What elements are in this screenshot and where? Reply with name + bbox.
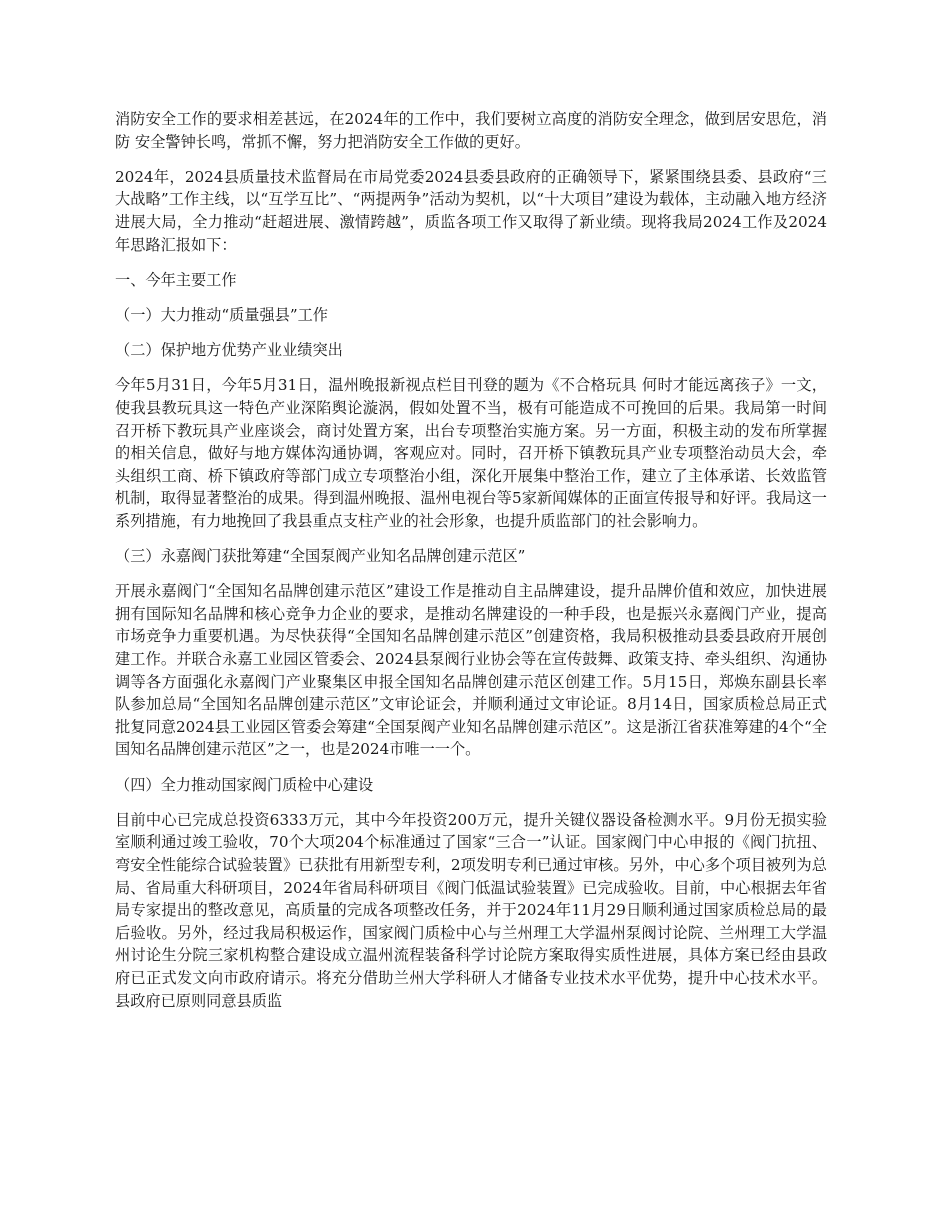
paragraph-inspection-center: 目前中心已完成总投资6333万元，其中今年投资200万元，提升关键仪器设备检测水平。9月份无损实验室顺利通过竣工验收，70个大项204个标准通过了国家“三合一”认证。国家阀门中心申报的《阀门抗扭、弯安全性能综合试验装置》已获批有用新型专利，2项发明专利已通过审核。另外，中心多个项目被列为总局、省局重大科研项目，2024年省局科研项目《阀门低温试验装置》已完成验收。目前，中心根据去年省局专家提出的整改意见，高质量的完成各项整改任务，并于2024年11月29日顺利通过国家质检总局的最后验收。另外，经过我局积极运作，国家阀门质检中心与兰州理工大学温州泵阀讨论院、兰州理工大学温州讨论生分院三家机构整合建设成立温州流程装备科学讨论院方案取得实质性进展，具体方案已经由县政府已正式发文向市政府请示。将充分借助兰州大学科研人才储备专业技术水平优势，提升中心技术水平。县政府已原则同意县质监: [115, 810, 827, 1010]
paragraph-fire-safety: 消防安全工作的要求相差甚远，在2024年的工作中，我们要树立高度的消防安全理念，做到居安思危，消防 安全警钟长鸣，常抓不懈，努力把消防安全工作做的更好。: [115, 110, 827, 151]
paragraph-toy-industry: 今年5月31日，今年5月31日，温州晚报新视点栏目刊登的题为《不合格玩具 何时才能远离孩子》一文，使我县教玩具这一特色产业深陷舆论漩涡，假如处置不当，极有可能造成不可挽回的后果。我局第一时间召开桥下教玩具产业座谈会，商讨处置方案，出台专项整治实施方案。另一方面，积极主动的发布所掌握的相关信息，做好与地方媒体沟通协调，客观应对。同时，召开桥下镇教玩具产业专项整治动员大会，牵头组织工商、桥下镇政府等部门成立专项整治小组，深化开展集中整治工作，建立了主体承诺、长效监管机制，取得显著整治的成果。得到温州晚报、温州电视台等5家新闻媒体的正面宣传报导和好评。我局这一系列措施，有力地挽回了我县重点支柱产业的社会形象，也提升质监部门的社会影响力。: [115, 376, 827, 530]
subsection-heading-3: （三）永嘉阀门获批筹建“全国泵阀产业知名品牌创建示范区”: [115, 547, 526, 566]
section-heading-main-work: 一、今年主要工作: [115, 270, 237, 289]
subsection-heading-4: （四）全力推动国家阀门质检中心建设: [115, 775, 374, 794]
subsection-heading-2: （二）保护地方优势产业业绩突出: [115, 341, 343, 360]
paragraph-valve-brand: 开展永嘉阀门“全国知名品牌创建示范区”建设工作是推动自主品牌建设，提升品牌价值和效应，加快进展拥有国际知名品牌和核心竞争力企业的要求，是推动名牌建设的一种手段，也是振兴永嘉阀门产业，提高市场竞争力重要机遇。为尽快获得“全国知名品牌创建示范区”创建资格，我局积极推动县委县政府开展创建工作。并联合永嘉工业园区管委会、2024县泵阀行业协会等在宣传鼓舞、政策支持、牵头组织、沟通协调等各方面强化永嘉阀门产业聚集区申报全国知名品牌创建示范区创建工作。5月15日，郑焕东副县长率队参加总局“全国知名品牌创建示范区”文审论证会，并顺利通过文审论证。8月14日，国家质检总局正式批复同意2024县工业园区管委会筹建“全国泵阀产业知名品牌创建示范区”。这是浙江省获准筹建的4个“全国知名品牌创建示范区”之一，也是2024市唯一一个。: [115, 582, 827, 759]
subsection-heading-1: （一）大力推动“质量强县”工作: [115, 305, 328, 324]
paragraph-intro: 2024年，2024县质量技术监督局在市局党委2024县委县政府的正确领导下，紧紧围绕县委、县政府“三大战略”工作主线，以“互学互比”、“两提两争”活动为契机，以“十大项目”建设为载体，主动融入地方经济进展大局，全力推动“赶超进展、激情跨越”，质监各项工作又取得了新业绩。现将我局2024工作及2024年思路汇报如下：: [115, 167, 827, 254]
document-body: [115, 108, 827, 1025]
